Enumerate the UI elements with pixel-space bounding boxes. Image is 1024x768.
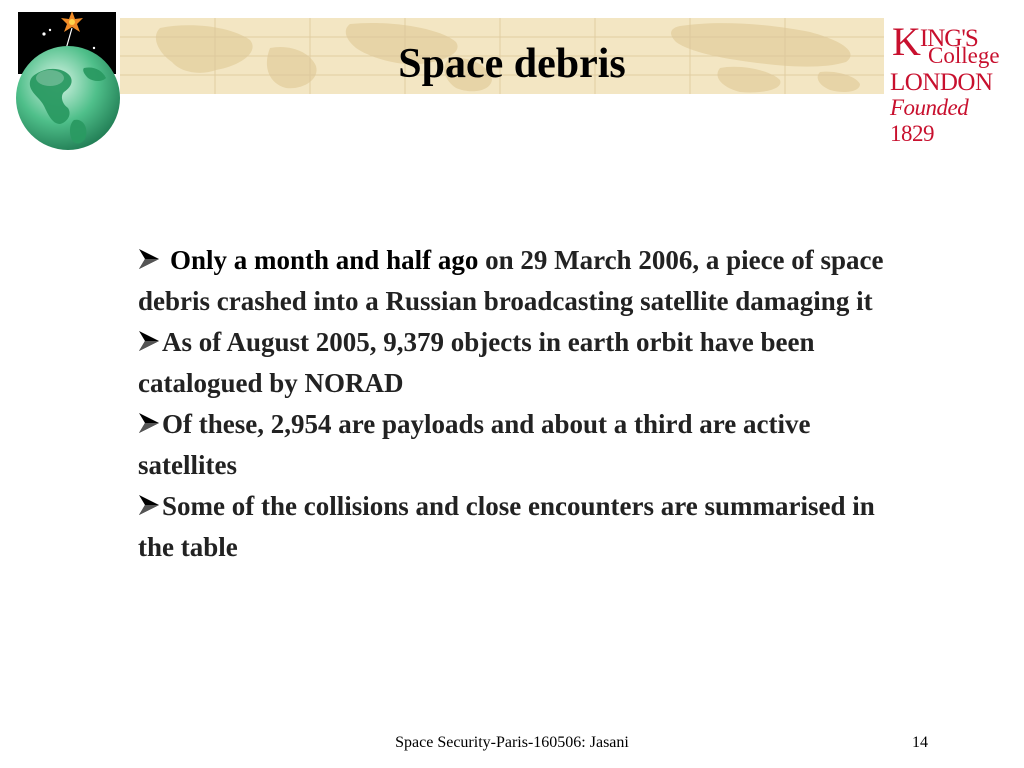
bullet-item — [138, 240, 898, 322]
bullet-lead-text: Only a month and half ago — [170, 245, 479, 275]
bullet-text: As of August 2005, 9,379 objects in earth orbit have been catalogued by NORAD — [138, 327, 815, 398]
kings-college-london-logo — [888, 19, 1006, 146]
bullet-text: on 29 March 2006, a piece of space debris crashed into a Russian broadcasting satellite damaging it — [138, 245, 884, 316]
bullet-text: Of these, 2,954 are payloads and about a third are active satellites — [138, 409, 811, 480]
bullet-text: Some of the collisions and close encounters are summarised in the table — [138, 491, 875, 562]
arrow-bullet-icon — [138, 329, 160, 353]
bullet-item — [138, 486, 898, 568]
bullet-item — [138, 322, 898, 404]
kcl-logo-founded: Founded 1829 — [890, 95, 969, 146]
arrow-bullet-icon — [138, 411, 160, 435]
bullet-item — [138, 404, 898, 486]
globe-satellite-icon — [14, 8, 126, 158]
kcl-logo-kings: $K^{ING'S}$ — [892, 19, 978, 64]
arrow-bullet-icon — [138, 493, 160, 517]
slide-title: Space debris — [398, 41, 626, 87]
slide-number: 14 — [912, 734, 928, 751]
kcl-logo-london: LONDON — [890, 69, 993, 96]
kcl-logo-college: College — [928, 43, 1000, 68]
slide-footer: Space Security-Paris-160506: Jasani — [395, 734, 629, 751]
arrow-bullet-icon — [138, 247, 160, 271]
bullet-list — [138, 240, 898, 568]
